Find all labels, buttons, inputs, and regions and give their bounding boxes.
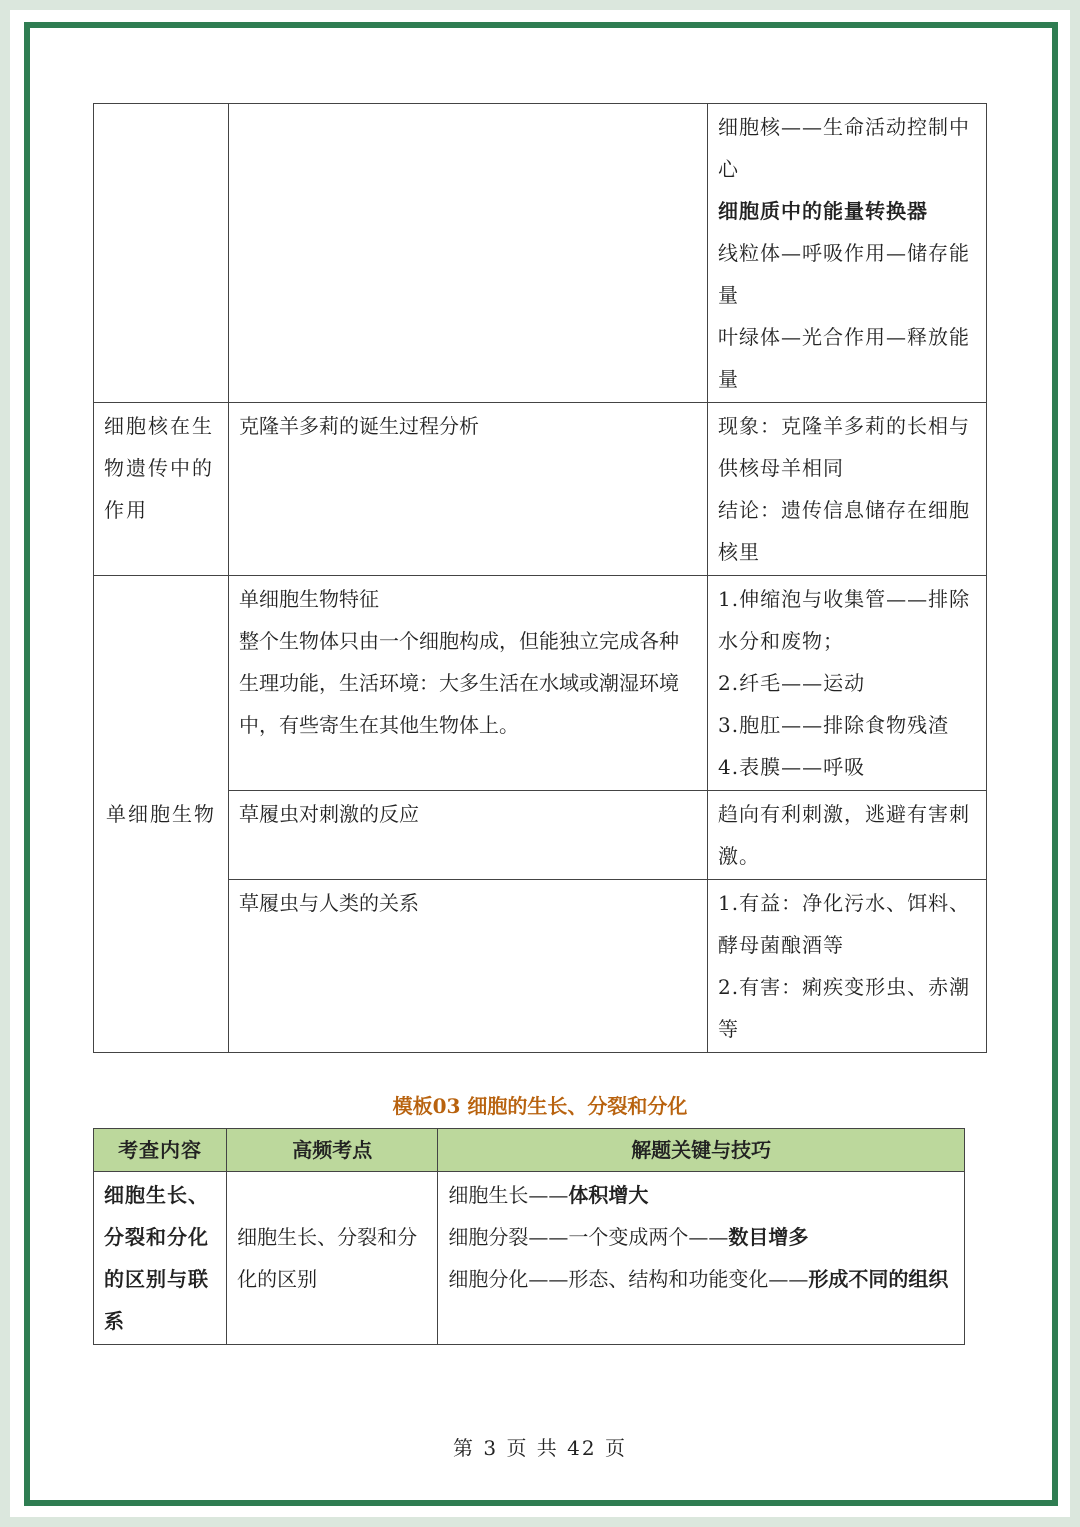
cell-line: 1.伸缩泡与收集管——排除水分和废物； bbox=[718, 587, 971, 653]
table-cell bbox=[229, 104, 708, 403]
cell-line: 叶绿体—光合作用—释放能量 bbox=[718, 325, 970, 391]
table-cell: 单细胞生物 bbox=[94, 576, 229, 1053]
cell-line: 细胞质中的能量转换器 bbox=[718, 199, 928, 223]
template-03-table bbox=[93, 1128, 965, 1345]
table-header-row bbox=[94, 1129, 965, 1172]
table-cell bbox=[94, 104, 229, 403]
table-row bbox=[94, 576, 987, 791]
table-cell: 草履虫与人类的关系 bbox=[229, 880, 708, 1053]
cell-line: 整个生物体只由一个细胞构成，但能独立完成各种生理功能，生活环境：大多生活在水域或潮湿环境中，有些寄生在其他生物体上。 bbox=[239, 629, 679, 737]
cell-line: 结论：遗传信息储存在细胞核里 bbox=[718, 498, 970, 564]
cell-line: 单细胞生物特征 bbox=[239, 587, 379, 611]
table-cell: 草履虫对刺激的反应 bbox=[229, 791, 708, 880]
table-cell: 细胞生长、分裂和分化的区别与联系 bbox=[94, 1172, 227, 1345]
page-number: 第 3 页 共 42 页 bbox=[453, 1436, 627, 1460]
table-cell: 克隆羊多莉的诞生过程分析 bbox=[229, 403, 708, 576]
cell-line: 现象：克隆羊多莉的长相与供核母羊相同 bbox=[718, 414, 970, 480]
table-cell bbox=[708, 791, 987, 880]
cell-line bbox=[448, 1258, 954, 1300]
cell-line: 4.表膜——呼吸 bbox=[718, 755, 866, 779]
table-cell bbox=[708, 104, 987, 403]
knowledge-table-continued bbox=[93, 103, 987, 1053]
section-title: 模板03 细胞的生长、分裂和分化 bbox=[392, 1094, 688, 1118]
table-cell bbox=[708, 403, 987, 576]
table-row bbox=[94, 104, 987, 403]
cell-text-emphasis: 形成不同的组织 bbox=[808, 1267, 949, 1291]
cell-line: 1.有益：净化污水、饵料、酵母菌酿酒等 bbox=[718, 891, 971, 957]
table-cell: 细胞生长、分裂和分化的区别 bbox=[227, 1172, 438, 1345]
cell-line bbox=[448, 1216, 954, 1258]
cell-line bbox=[448, 1174, 954, 1216]
table-row bbox=[94, 1172, 965, 1345]
cell-line: 线粒体—呼吸作用—储存能量 bbox=[718, 241, 970, 307]
cell-line: 3.胞肛——排除食物残渣 bbox=[718, 713, 950, 737]
cell-text: 细胞分裂——一个变成两个—— bbox=[448, 1225, 729, 1249]
cell-line: 趋向有利刺激，逃避有害刺激。 bbox=[718, 802, 970, 868]
column-header: 解题关键与技巧 bbox=[438, 1129, 965, 1172]
table-cell bbox=[708, 880, 987, 1053]
cell-text: 细胞分化——形态、结构和功能变化—— bbox=[448, 1267, 809, 1291]
cell-text-emphasis: 体积增大 bbox=[568, 1183, 649, 1207]
table-cell bbox=[438, 1172, 965, 1345]
cell-text: 细胞生长—— bbox=[448, 1183, 569, 1207]
cell-line: 2.纤毛——运动 bbox=[718, 671, 866, 695]
column-header: 高频考点 bbox=[227, 1129, 438, 1172]
table-cell bbox=[708, 576, 987, 791]
cell-text-emphasis: 数目增多 bbox=[728, 1225, 809, 1249]
table-cell bbox=[229, 576, 708, 791]
column-header: 考查内容 bbox=[94, 1129, 227, 1172]
table-cell: 细胞核在生物遗传中的作用 bbox=[94, 403, 229, 576]
cell-line: 细胞核——生命活动控制中心 bbox=[718, 115, 970, 181]
table-row bbox=[94, 403, 987, 576]
cell-line: 2.有害：痢疾变形虫、赤潮等 bbox=[718, 975, 971, 1041]
